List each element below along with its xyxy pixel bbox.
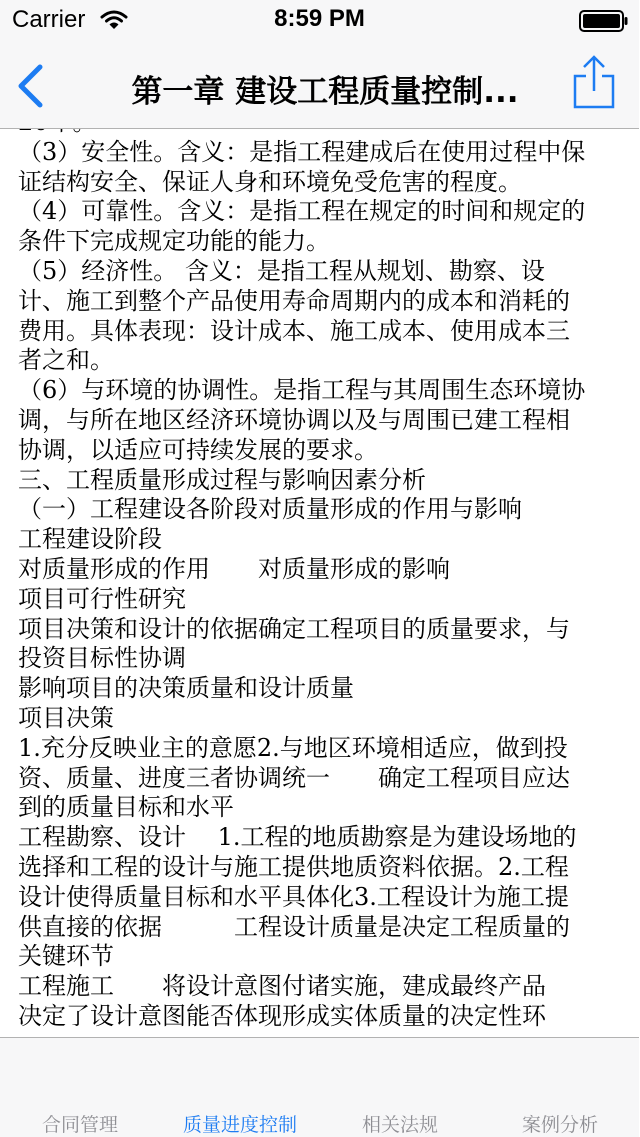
status-time: 8:59 PM [274, 5, 365, 32]
share-icon [569, 54, 619, 110]
text-line: （4）可靠性。含义：是指工程在规定的时间和规定的 [18, 197, 586, 226]
status-bar [0, 0, 639, 40]
battery-icon [579, 10, 629, 36]
text-line: 者之和。 [18, 346, 114, 375]
text-line: 选择和工程的设计与施工提供地质资料依据。2.工程 [18, 852, 569, 881]
text-line: 影响项目的决策质量和设计质量 [18, 674, 354, 703]
text-line: 三、工程质量形成过程与影响因素分析 [18, 465, 426, 494]
navigation-bar [0, 40, 639, 128]
text-line: 供直接的依据 工程设计质量是决定工程质量的 [18, 912, 570, 941]
text-line: 工程施工 将设计意图付诸实施，建成最终产品 [18, 972, 546, 1001]
top-bar [0, 0, 639, 129]
tab-quality-progress-control[interactable]: 质量进度控制 [182, 1114, 297, 1136]
text-line: 项目决策和设计的依据确定工程项目的质量要求，与 [18, 614, 570, 643]
text-line: 计、施工到整个产品使用寿命周期内的成本和消耗的 [18, 286, 570, 315]
text-line: 到的质量目标和水平 [18, 793, 234, 822]
text-line: 投资目标性协调 [18, 644, 186, 673]
text-line: 费用。具体表现：设计成本、施工成本、使用成本三 [18, 316, 570, 345]
text-line: 证结构安全、保证人身和环境免受危害的程度。 [18, 167, 522, 196]
text-line: 设计使得质量目标和水平具体化3.工程设计为施工提 [18, 882, 569, 911]
text-line: （5）经济性。 含义：是指工程从规划、勘察、设 [18, 256, 545, 285]
text-line: 1.充分反映业主的意愿2.与地区环境相适应，做到投 [18, 733, 568, 762]
text-line: 对质量形成的作用 对质量形成的影响 [18, 554, 450, 583]
text-line: 决定了设计意图能否体现形成实体质量的决定性环 [18, 1001, 546, 1030]
text-line: 项目可行性研究 [18, 584, 186, 613]
back-button[interactable] [0, 40, 70, 128]
chevron-left-icon [16, 64, 46, 108]
text-line: （3）安全性。含义：是指工程建成后在使用过程中保 [18, 137, 586, 166]
text-line: 关键环节 [18, 942, 114, 971]
text-line: 条件下完成规定功能的能力。 [18, 227, 330, 256]
text-line: 工程勘察、设计 1.工程的地质勘察是为建设场地的 [18, 823, 577, 852]
carrier-label: Carrier [12, 6, 86, 33]
text-line: 工程建设阶段 [18, 525, 162, 554]
share-button[interactable] [569, 54, 619, 110]
article-content[interactable] [0, 129, 639, 1037]
tab-related-regulations[interactable]: 相关法规 [361, 1114, 438, 1136]
tab-case-analysis[interactable]: 案例分析 [521, 1114, 598, 1136]
text-line: 调，与所在地区经济环境协调以及与周围已建工程相 [18, 405, 570, 434]
tab-bar [0, 1037, 639, 1137]
text-line: （一）工程建设各阶段对质量形成的作用与影响 [18, 495, 522, 524]
text-line: 项目决策 [18, 703, 114, 732]
tab-contract-management[interactable]: 合同管理 [41, 1114, 118, 1136]
page-title: 第一章 建设工程质量控制... [131, 74, 519, 110]
text-line: 资、质量、进度三者协调统一 确定工程项目应达 [18, 763, 570, 792]
text-line: （6）与环境的协调性。是指工程与其周围生态环境协 [18, 376, 586, 405]
text-line: 协调，以适应可持续发展的要求。 [18, 435, 378, 464]
article-text [18, 108, 633, 1032]
